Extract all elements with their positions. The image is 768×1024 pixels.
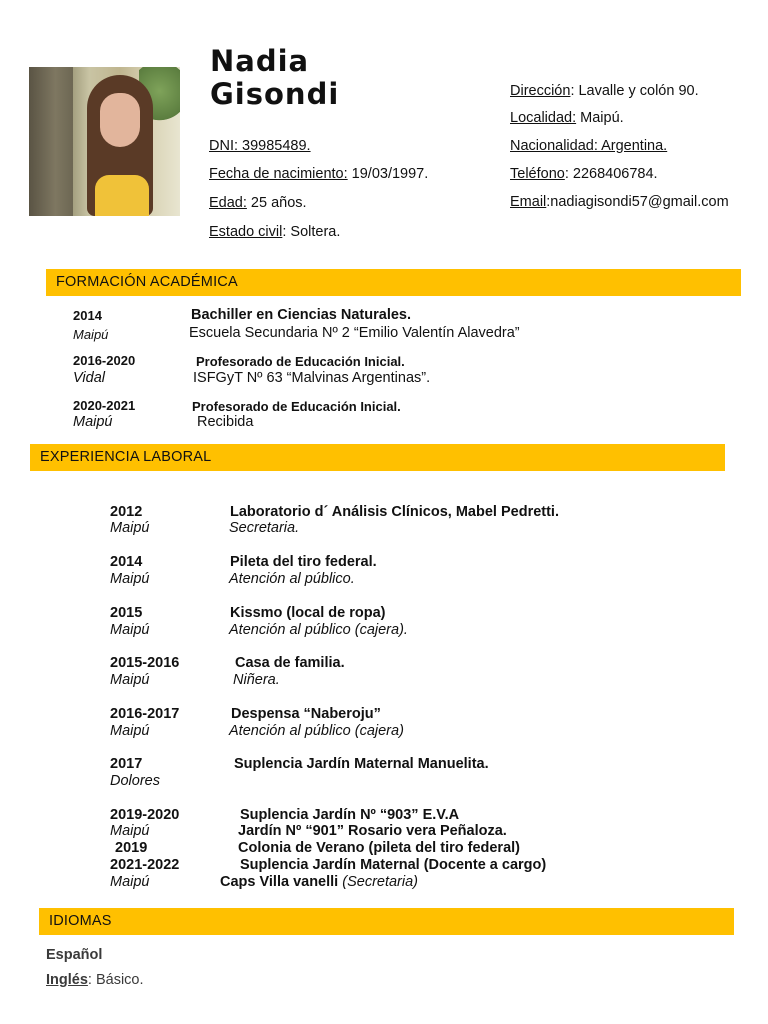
- dni: DNI: 39985489.: [209, 138, 311, 154]
- edu-degree: Profesorado de Educación Inicial.: [192, 399, 401, 414]
- birth-date: Fecha de nacimiento: 19/03/1997.: [209, 166, 429, 182]
- exp-place: Maipú: [110, 672, 150, 688]
- edu-school: Recibida: [197, 414, 254, 430]
- section-title: IDIOMAS: [49, 913, 112, 929]
- exp-year: 2021-2022: [110, 857, 180, 873]
- edu-place: Maipú: [73, 327, 109, 342]
- civil-status: Estado civil: Soltera.: [209, 224, 341, 240]
- section-title: FORMACIÓN ACADÉMICA: [56, 274, 238, 290]
- section-languages-bar: [39, 908, 734, 935]
- exp-place: Maipú: [110, 571, 150, 587]
- edu-school: Escuela Secundaria Nº 2 “Emilio Valentín Alavedra”: [189, 325, 520, 341]
- exp-job-line: [220, 874, 418, 890]
- exp-role: Atención al público (cajera).: [229, 622, 408, 638]
- section-education-bar: [46, 269, 741, 296]
- exp-role: Secretaria.: [229, 520, 300, 536]
- exp-place: Maipú: [110, 520, 150, 536]
- exp-job: Caps Villa vanelli: [220, 874, 339, 890]
- edu-year: 2014: [73, 308, 102, 323]
- edu-place: Maipú: [73, 414, 113, 430]
- city: Localidad: Maipú.: [510, 110, 624, 126]
- exp-role: (Secretaria): [342, 874, 418, 890]
- exp-job: Suplencia Jardín Maternal Manuelita.: [234, 756, 489, 772]
- address: Dirección: Lavalle y colón 90.: [510, 83, 699, 99]
- exp-role: Atención al público (cajera): [229, 723, 404, 739]
- profile-photo: [29, 67, 180, 216]
- exp-job: Despensa “Naberoju”: [231, 706, 381, 722]
- edu-degree: Profesorado de Educación Inicial.: [196, 354, 405, 369]
- exp-place: Maipú: [110, 723, 150, 739]
- age: Edad: 25 años.: [209, 195, 307, 211]
- exp-year: 2014: [110, 554, 143, 570]
- exp-year: 2012: [110, 504, 143, 520]
- exp-year: 2015-2016: [110, 655, 180, 671]
- section-title: EXPERIENCIA LABORAL: [40, 449, 212, 465]
- exp-place: Dolores: [110, 773, 160, 789]
- exp-job: Jardín Nº “901” Rosario vera Peñaloza.: [238, 823, 507, 839]
- exp-job: Casa de familia.: [235, 655, 345, 671]
- phone: Teléfono: 2268406784.: [510, 166, 658, 182]
- exp-year: 2015: [110, 605, 143, 621]
- exp-year: 2019: [115, 840, 148, 856]
- section-experience-bar: [30, 444, 725, 471]
- exp-role: Niñera.: [233, 672, 280, 688]
- exp-job: Kissmo (local de ropa): [230, 605, 386, 621]
- edu-year: 2016-2020: [73, 353, 136, 368]
- language-english: Inglés: Básico.: [46, 972, 144, 988]
- exp-year: 2016-2017: [110, 706, 180, 722]
- edu-school: ISFGyT Nº 63 “Malvinas Argentinas”.: [193, 370, 431, 386]
- exp-place: Maipú: [110, 823, 150, 839]
- exp-job: Colonia de Verano (pileta del tiro federal): [238, 840, 520, 856]
- exp-job: Suplencia Jardín Nº “903” E.V.A: [240, 807, 460, 823]
- edu-degree: Bachiller en Ciencias Naturales.: [191, 307, 412, 323]
- exp-place: Maipú: [110, 874, 150, 890]
- exp-job: Suplencia Jardín Maternal (Docente a cargo): [240, 857, 547, 873]
- exp-place: Maipú: [110, 622, 150, 638]
- nationality: Nacionalidad: Argentina.: [510, 138, 668, 154]
- exp-year: 2019-2020: [110, 807, 180, 823]
- exp-job: Pileta del tiro federal.: [230, 554, 377, 570]
- exp-job: Laboratorio d´ Análisis Clínicos, Mabel Pedretti.: [230, 504, 559, 520]
- full-name: Nadia Gisondi: [210, 44, 340, 111]
- edu-year: 2020-2021: [73, 398, 136, 413]
- email: Email:nadiagisondi57@gmail.com: [510, 194, 729, 210]
- edu-place: Vidal: [73, 370, 105, 386]
- exp-year: 2017: [110, 756, 143, 772]
- exp-role: Atención al público.: [229, 571, 355, 587]
- language-spanish: Español: [46, 947, 103, 963]
